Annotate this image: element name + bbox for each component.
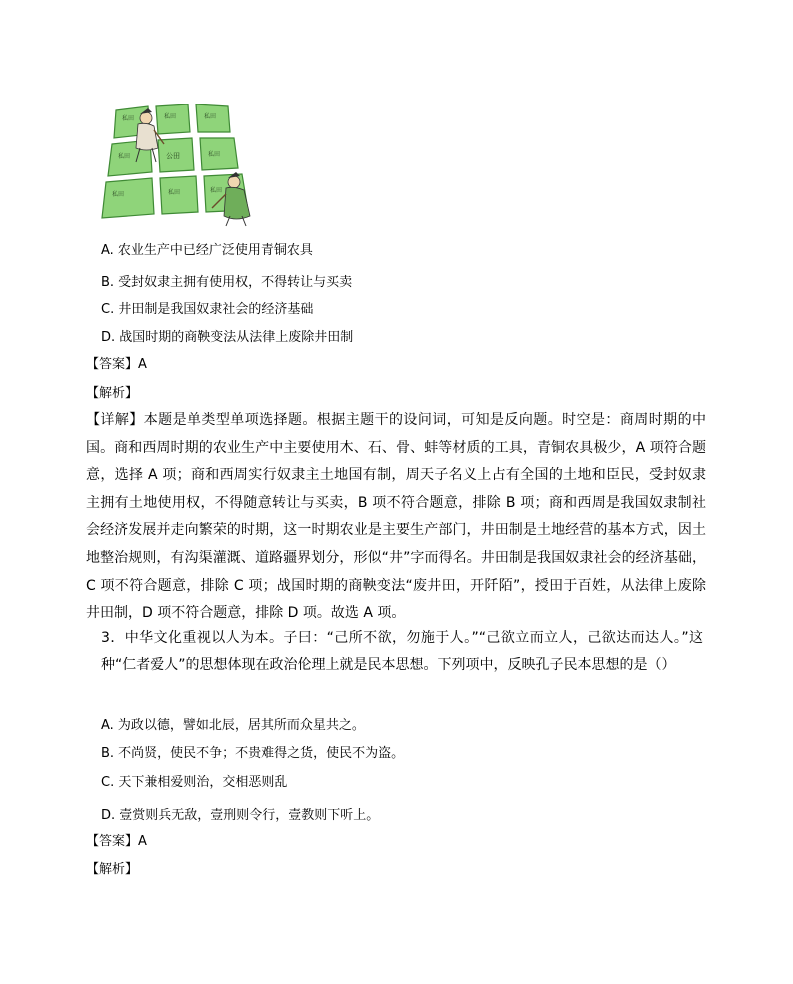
q3-analysis-label: 【解析】 [86,862,139,877]
q3-option-c: C. 天下兼相爱则治，交相恶则乱 [101,775,288,790]
field-label-public: 公田 [166,152,180,160]
q2-analysis-label: 【解析】 [86,386,139,401]
field-label: 私田 [164,113,177,120]
q2-option-a: A. 农业生产中已经广泛使用青铜农具 [101,243,313,258]
field-label: 私田 [204,113,217,120]
q2-answer: 【答案】A [86,357,147,372]
field-label: 私田 [118,153,131,160]
field-label: 私田 [210,187,223,194]
q3-option-d: D. 壹赏则兵无敌，壹刑则令行，壹教则下听上。 [101,808,380,823]
q3-option-b: B. 不尚贤，使民不争；不贵难得之货，使民不为盗。 [101,746,405,761]
q2-option-c: C. 井田制是我国奴隶社会的经济基础 [101,302,314,317]
q2-option-b: B. 受封奴隶主拥有使用权，不得转让与买卖 [101,275,353,290]
well-field-illustration [100,104,260,228]
q3-stem: 3．中华文化重视以人为本。子曰：“己所不欲，勿施于人。”“己欲立而立人，己欲达而达人。”这种“仁者爱人”的思想体现在政治伦理上就是民本思想。下列项中，反映孔子民本思想的是（） [101,630,703,673]
field-label: 私田 [208,151,221,158]
q3-answer: 【答案】A [86,834,147,849]
q2-option-d: D. 战国时期的商鞅变法从法律上废除井田制 [101,330,354,345]
field-label: 私田 [168,189,181,196]
field-label: 私田 [112,191,125,198]
q2-detail-paragraph: 【详解】本题是单类型单项选择题。根据主题干的设问词，可知是反向题。时空是：商周时期的中国。商和西周时期的农业生产中主要使用木、石、骨、蚌等材质的工具，青铜农具极少，A 项符合题意，选择 A 项；商和西周实行奴隶主土地国有制，周天子名义上占有全国的土地和臣民，受封奴隶主拥有土地使用权，不得随意转让与买卖，B 项不符合题意，排除 B 项；商和西周是我国奴隶制社会经济发展并走向繁荣的时期，这一时期农业是主要生产部门，井田制是土地经营的基本方式，因土地整治规则，有沟渠灌溉、道路疆界划分，形似“井”字而得名。井田制是我国奴隶社会的经济基础，C 项不符合题意，排除 C 项；战国时期的商鞅变法“废井田，开阡陌”，授田于百姓，从法律上废除井田制，D 项不符合题意，排除 D 项。故选 A 项。 [86,412,706,622]
q3-option-a: A. 为政以德，譬如北辰，居其所而众星共之。 [101,718,365,733]
field-label: 私田 [122,115,135,122]
